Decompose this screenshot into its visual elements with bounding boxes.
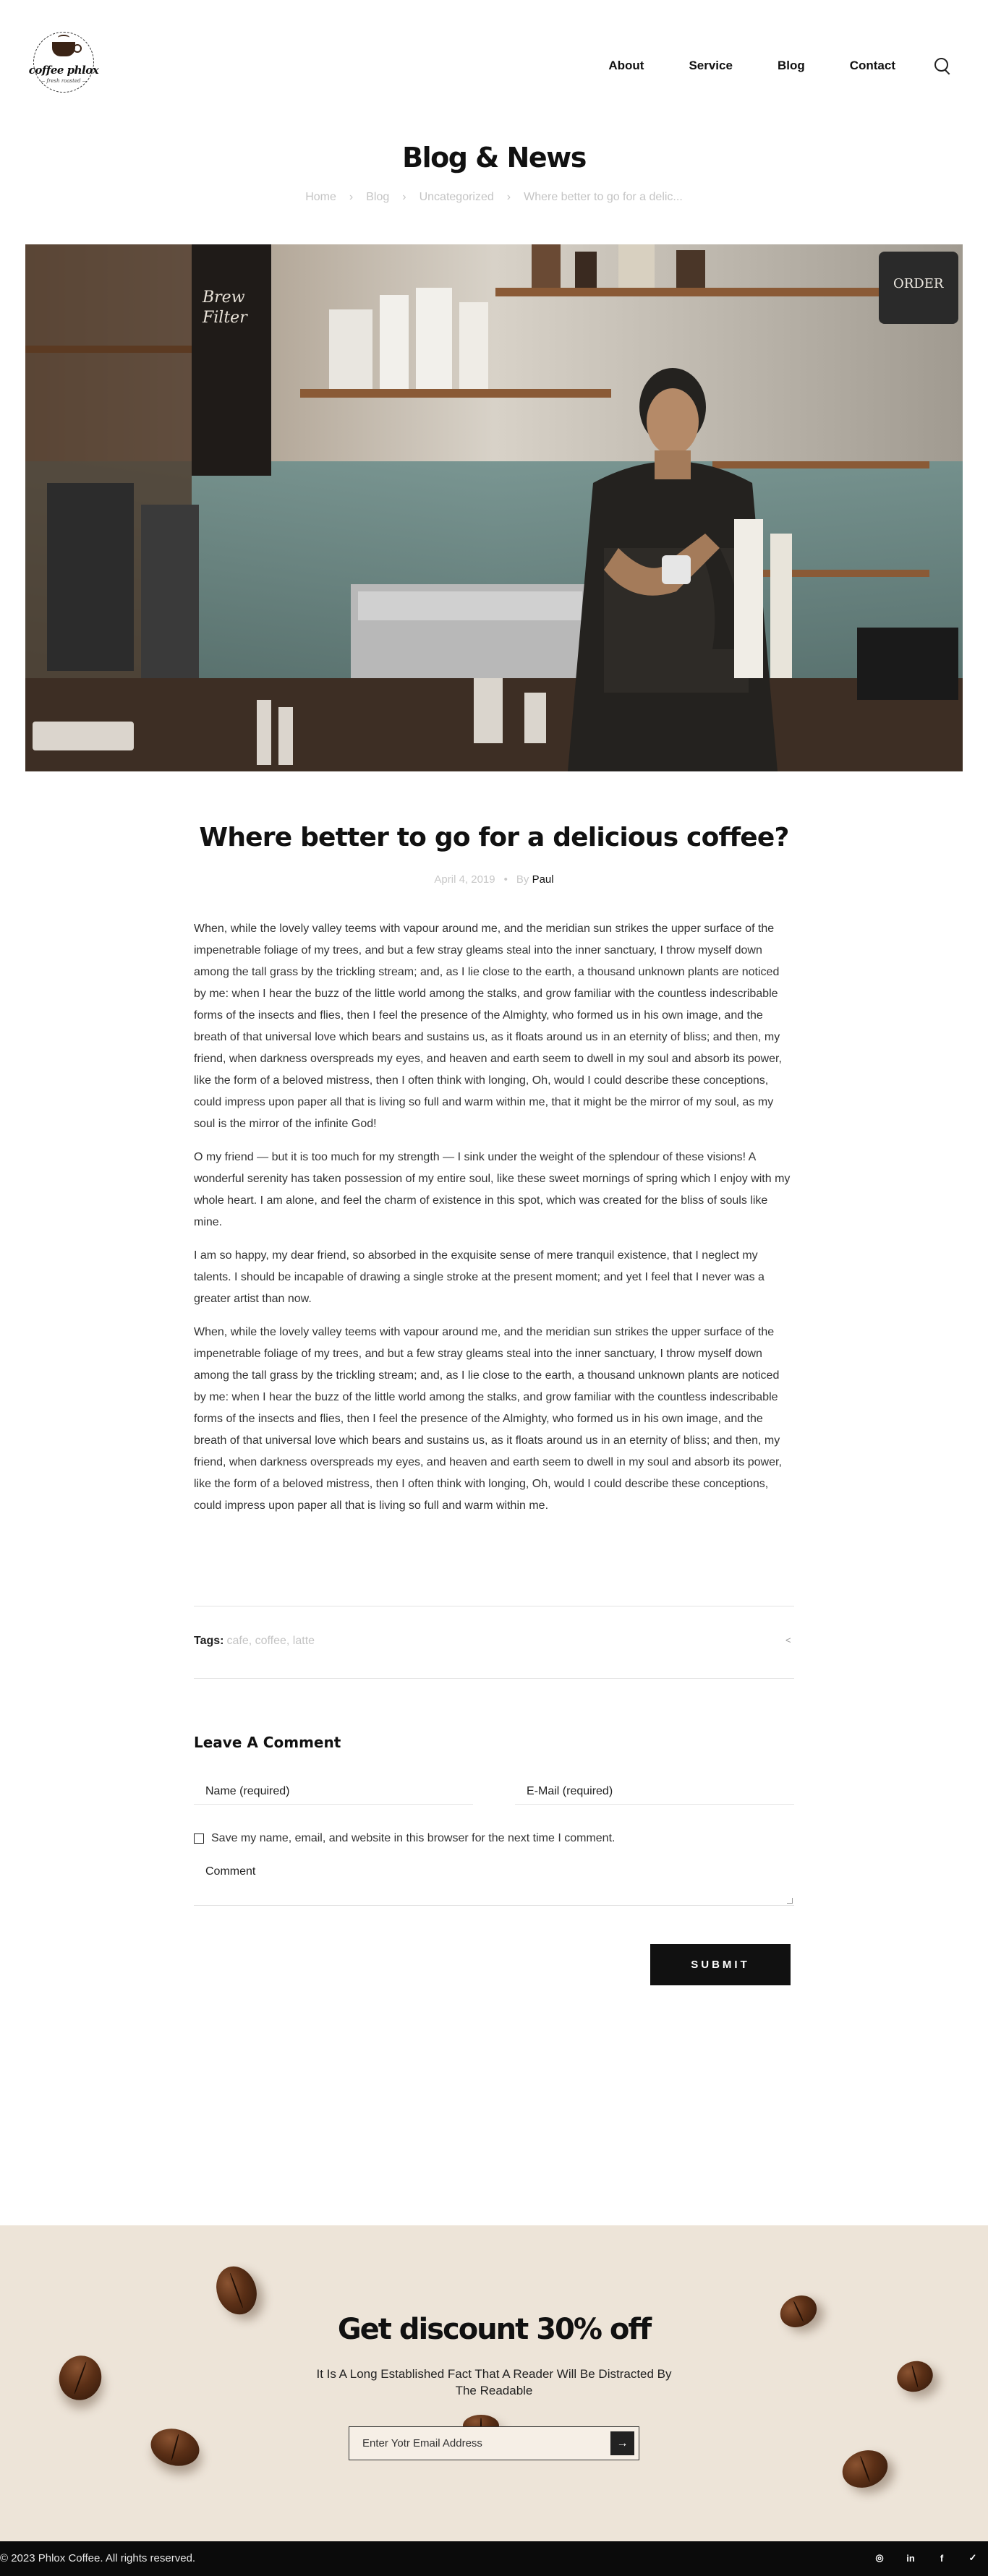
twitter-icon[interactable]: ✓ [968, 2552, 977, 2563]
breadcrumb-separator-icon: › [402, 191, 406, 203]
site-header [0, 0, 988, 130]
search-icon[interactable] [933, 56, 952, 75]
barista-photo [25, 244, 963, 771]
post-featured-image [25, 244, 963, 771]
svg-text:Brew: Brew [203, 288, 245, 307]
nav-link-contact[interactable]: Contact [849, 59, 895, 72]
tag-list[interactable]: cafe, coffee, latte [226, 1635, 315, 1647]
nav-link-service[interactable]: Service [689, 59, 733, 72]
post-author[interactable]: Paul [532, 873, 554, 886]
arrow-right-icon[interactable]: → [610, 2431, 634, 2455]
svg-text:ORDER: ORDER [893, 276, 944, 291]
post-paragraph: I am so happy, my dear friend, so absorbed in the exquisite sense of mere tranquil existence, that I neglect my talents. I should be incapable of drawing a single stroke at the present moment; and yet I feel that I never was a greater artist than now. [194, 1249, 765, 1305]
comment-textarea[interactable] [194, 1865, 794, 1906]
post-date[interactable]: April 4, 2019 [434, 873, 495, 886]
post-meta [0, 873, 988, 886]
coffee-bean-icon [837, 2444, 893, 2494]
post-by-label: By [516, 873, 529, 886]
newsletter-subtitle: It Is A Long Established Fact That A Reader Will Be Distracted By The Readable [316, 2367, 672, 2397]
main-nav [563, 56, 952, 75]
post-tags [194, 1635, 315, 1648]
name-field[interactable] [194, 1779, 473, 1805]
post-paragraph: O my friend — but it is too much for my strength — I sink under the weight of the splendour of these visions! A wonderful serenity has taken possession of my entire soul, like these sweet mornings of spring which I enjoy with my whole heart. I am alone, and feel the charm of existence in this spot, which was created for the bliss of souls like mine. [194, 1151, 791, 1228]
instagram-icon[interactable]: ◎ [875, 2552, 884, 2563]
resize-handle-icon[interactable] [787, 1898, 793, 1904]
comment-form-title: Leave A Comment [194, 1734, 341, 1751]
comment-placeholder: Comment [205, 1865, 256, 1878]
post-paragraph: When, while the lovely valley teems with vapour around me, and the meridian sun strikes the upper surface of the impenetrable foliage of my trees, and but a few stray gleams steal into the inner sanctuary, I throw myself down among the tall grass by the trickling stream; and, as I lie close to the earth, a thousand unknown plants are noticed by me: when I hear the buzz of the little world among the stalks, and grow familiar with the countless indescribable forms of the insects and flies, then I feel the presence of the Almighty, who formed us in his own image, and the breath of that universal love which bears and sustains us, as it floats around us in an eternity of bliss; and then, my friend, when darkness overspreads my eyes, and heaven and earth seem to dwell in my soul and absorb its power, like the form of a beloved mistress, then I often think with longing, Oh, would I could describe these conceptions, could impress upon paper all that is living so full and warm within me, that it might be the mirror of my soul, as my soul is the mirror of the infinite God! [194, 923, 782, 1130]
site-logo[interactable] [27, 32, 100, 93]
breadcrumb-blog[interactable]: Blog [366, 191, 390, 203]
post-content [194, 918, 794, 1528]
post-title: Where better to go for a delicious coffee? [199, 823, 789, 852]
site-footer [0, 2541, 988, 2576]
breadcrumb [0, 191, 988, 204]
coffee-bean-icon [147, 2423, 204, 2471]
share-icon[interactable] [785, 1636, 794, 1646]
linkedin-icon[interactable]: in [906, 2552, 915, 2564]
meta-separator: • [503, 873, 508, 886]
breadcrumb-current: Where better to go for a delic... [524, 191, 683, 203]
logo-steam [58, 35, 69, 40]
nav-link-about[interactable]: About [608, 59, 644, 72]
save-info-checkbox[interactable] [194, 1833, 204, 1844]
coffee-bean-icon [53, 2350, 108, 2406]
coffee-bean-icon [210, 2261, 263, 2320]
save-info-row [194, 1832, 615, 1845]
social-links [855, 2551, 979, 2564]
save-info-label: Save my name, email, and website in this browser for the next time I comment. [211, 1832, 616, 1844]
facebook-icon[interactable]: f [940, 2552, 944, 2564]
submit-button[interactable]: SUBMIT [650, 1944, 791, 1985]
email-field[interactable] [515, 1779, 794, 1805]
post-paragraph: When, while the lovely valley teems with vapour around me, and the meridian sun strikes the upper surface of the impenetrable foliage of my trees, and but a few stray gleams steal into the inner sanctuary, I throw myself down among the tall grass by the trickling stream; and, as I lie close to the earth, a thousand unknown plants are noticed by me: when I hear the buzz of the little world among the stalks, and grow familiar with the countless indescribable forms of the insects and flies, then I feel the presence of the Almighty, who formed us in his own image, and the breath of that universal love which bears and sustains us, as it floats around us in an eternity of bliss; and then, my friend, when darkness overspreads my eyes, and heaven and earth seem to dwell in my soul and absorb its power, like the form of a beloved mistress, then I often think with longing, Oh, would I could describe these conceptions, could impress upon paper all that is living so full and warm within me. [194, 1326, 782, 1512]
logo-text: coffee phlox [28, 64, 99, 77]
logo-subtext: — fresh roasted — [40, 78, 88, 84]
tags-divider-bottom [194, 1678, 794, 1679]
breadcrumb-category[interactable]: Uncategorized [419, 191, 494, 203]
coffee-bean-icon [893, 2357, 936, 2396]
coffee-cup-icon [52, 42, 75, 56]
breadcrumb-home[interactable]: Home [305, 191, 336, 203]
newsletter-form [349, 2426, 639, 2460]
tags-label: Tags: [194, 1635, 224, 1647]
breadcrumb-separator-icon: › [349, 191, 354, 203]
breadcrumb-separator-icon: › [506, 191, 511, 203]
copyright-text: © 2023 Phlox Coffee. All rights reserved. [0, 2552, 196, 2564]
newsletter-title: Get discount 30% off [337, 2313, 651, 2346]
page-title: Blog & News [402, 142, 586, 174]
svg-text:Filter: Filter [203, 309, 247, 327]
nav-link-blog[interactable]: Blog [777, 59, 805, 72]
newsletter-section [0, 2225, 988, 2541]
newsletter-email-input[interactable] [349, 2427, 602, 2460]
